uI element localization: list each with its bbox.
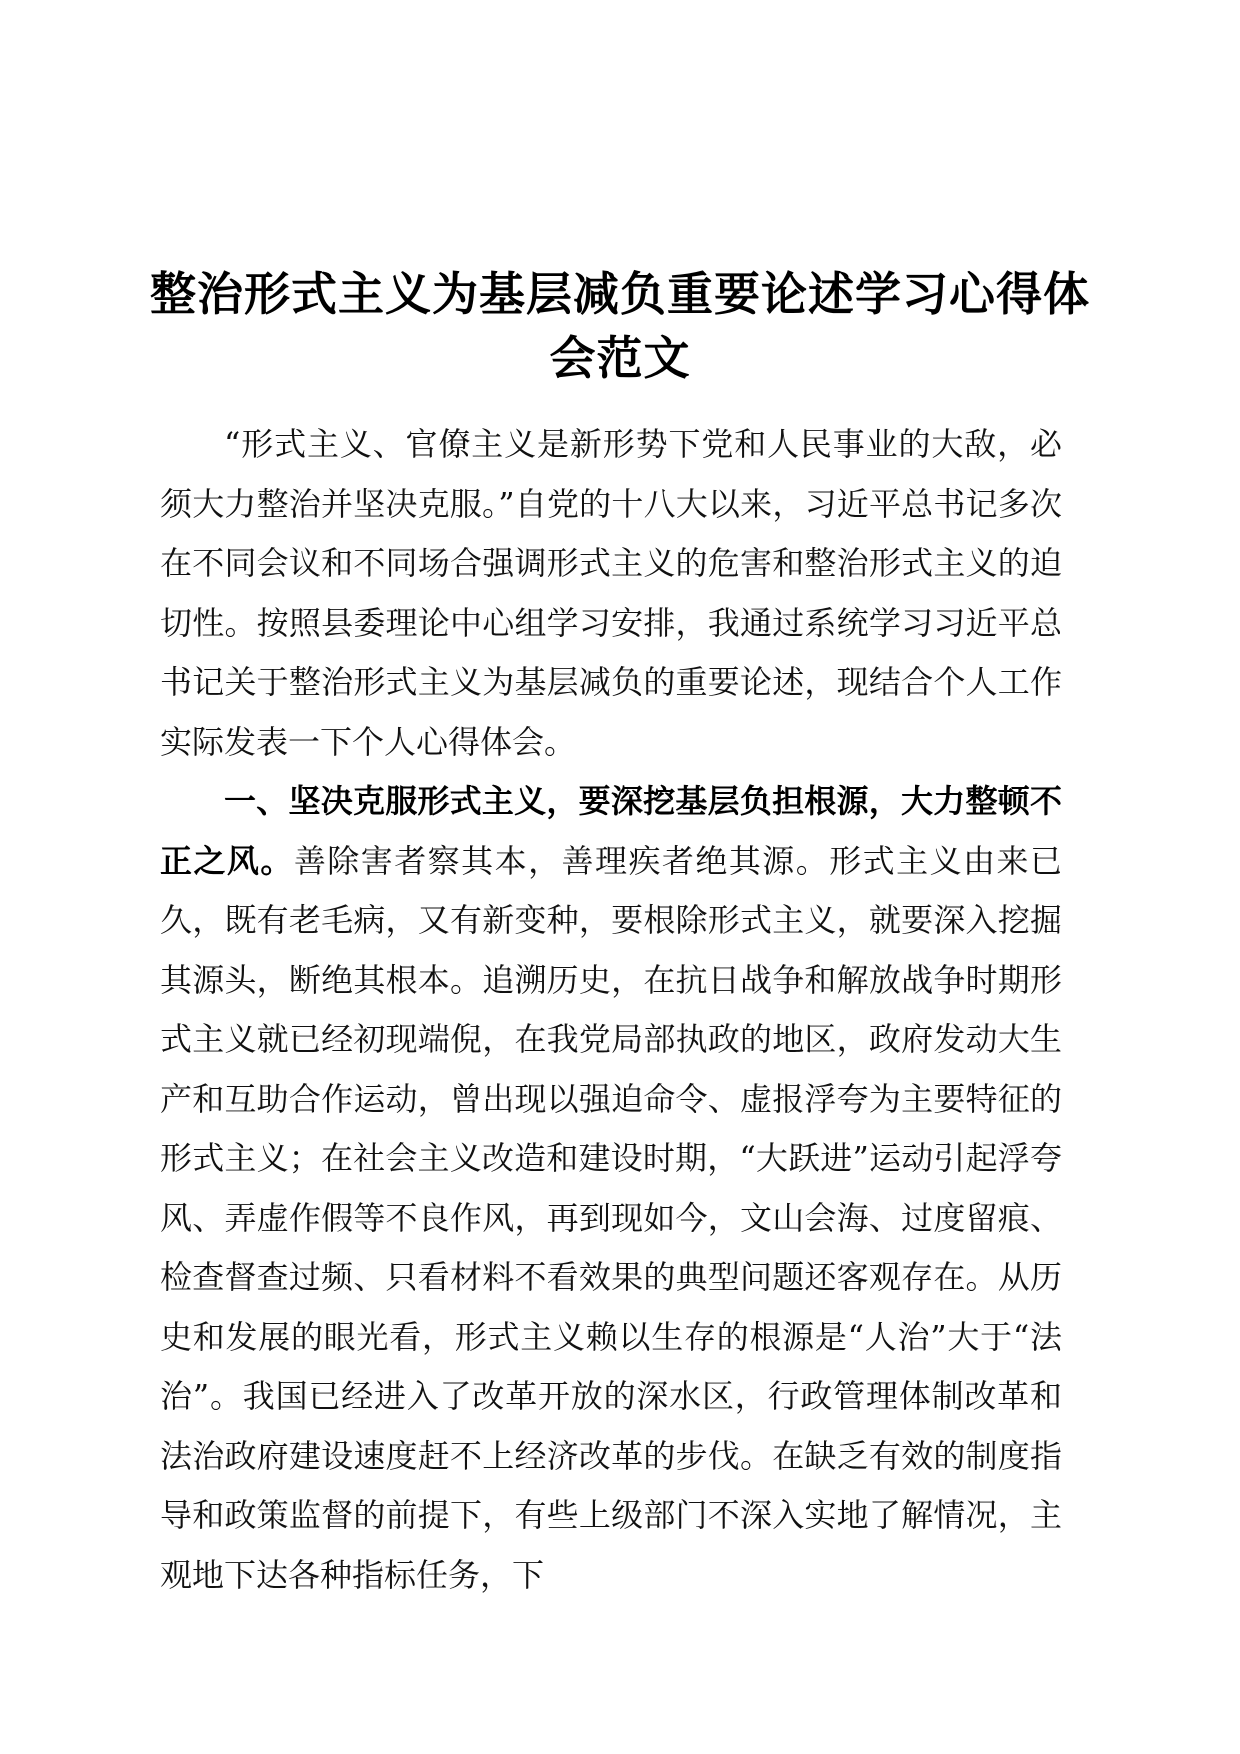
document-body (160, 415, 1062, 1605)
section-1-heading: 一、坚决克服形式主义，要深挖基层负担根源，大力整顿不正之风。 (160, 782, 1062, 880)
intro-paragraph: “形式主义、官僚主义是新形势下党和人民事业的大敌，必须大力整治并坚决克服。”自党的十八大以来，习近平总书记多次在不同会议和不同场合强调形式主义的危害和整治形式主义的迫切性。按照县委理论中心组学习安排，我通过系统学习习近平总书记关于整治形式主义为基层减负的重要论述，现结合个人工作实际发表一下个人心得体会。 (160, 425, 1062, 761)
document-title: 整治形式主义为基层减负重要论述学习心得体会范文 (150, 267, 1090, 385)
section-1-body: 善除害者察其本，善理疾者绝其源。形式主义由来已久，既有老毛病，又有新变种，要根除形式主义，就要深入挖掘其源头，断绝其根本。追溯历史，在抗日战争和解放战争时期形式主义就已经初现端倪，在我党局部执政的地区，政府发动大生产和互助合作运动，曾出现以强迫命令、虚报浮夸为主要特征的形式主义；在社会主义改造和建设时期，“大跃进”运动引起浮夸风、弄虚作假等不良作风，再到现如今，文山会海、过度留痕、检查督查过频、只看材料不看效果的典型问题还客观存在。从历史和发展的眼光看，形式主义赖以生存的根源是“人治”大于“法治”。我国已经进入了改革开放的深水区，行政管理体制改革和法治政府建设速度赶不上经济改革的步伐。在缺乏有效的制度指导和政策监督的前提下，有些上级部门不深入实地了解情况，主观地下达各种指标任务，下 (160, 841, 1062, 1594)
section-1-paragraph (160, 772, 1062, 1605)
